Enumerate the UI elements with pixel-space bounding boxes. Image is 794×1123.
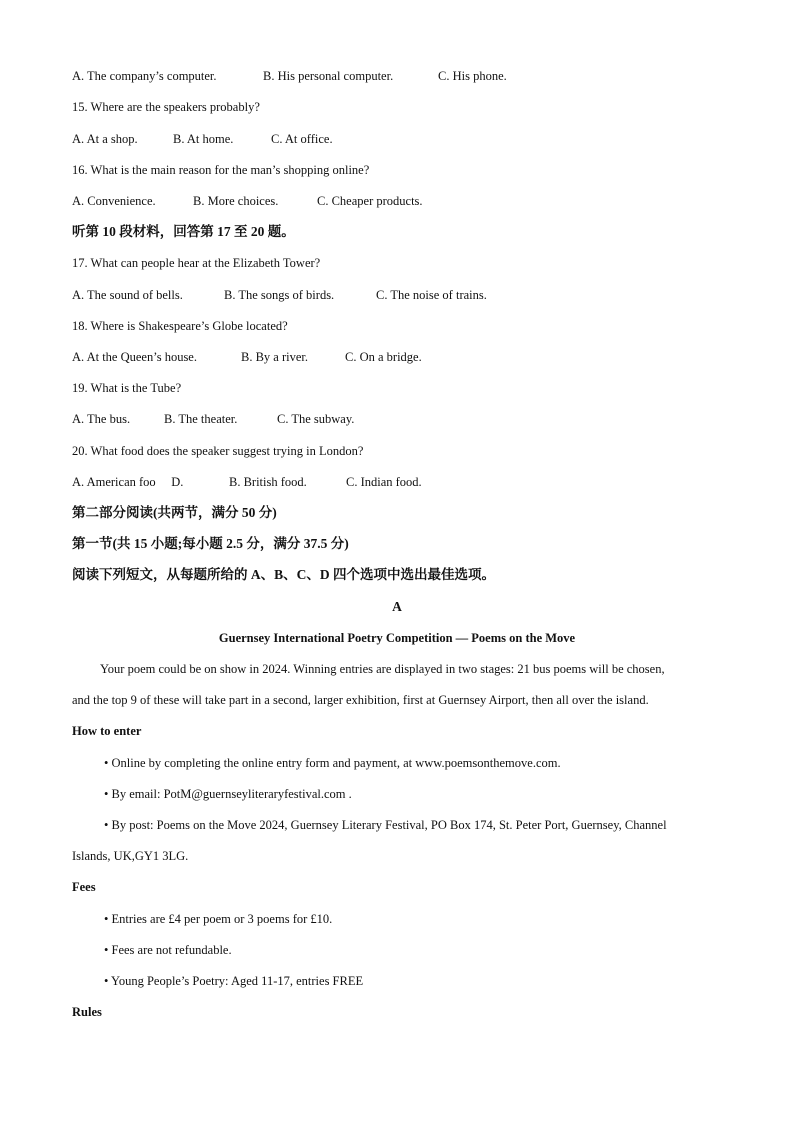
q16-option-c: C. Cheaper products. [317,194,423,208]
fees-item-refund: • Fees are not refundable. [104,943,232,957]
q15-options [72,131,333,147]
q19-option-b: B. The theater. [164,412,238,426]
q15-option-b: B. At home. [173,132,234,146]
q17-option-a: A. The sound of bells. [72,288,183,302]
section1-heading: 第一节(共 15 小题;每小题 2.5 分，满分 37.5 分) [72,536,349,551]
q18-option-c: C. On a bridge. [345,350,422,364]
passage-title: Guernsey International Poetry Competition — Poems on the Move [218,631,576,645]
q17-options [72,287,487,303]
enter-item-post-continuation: Islands, UK,GY1 3LG. [72,849,189,863]
q20-option-a: A. American foo D. [72,475,184,489]
paragraph-1-line-1: Your poem could be on show in 2024. Winning entries are displayed in two stages: 21 bus poems will be chosen, [100,662,665,676]
q16-option-b: B. More choices. [193,194,279,208]
q17-option-b: B. The songs of birds. [224,288,335,302]
paragraph-1-line-2: and the top 9 of these will take part in a second, larger exhibition, first at Guernsey Airport, then all over the island. [72,693,649,707]
part2-heading: 第二部分阅读(共两节，满分 50 分) [72,505,277,520]
rules-heading: Rules [72,1005,102,1019]
q15-stem: 15. Where are the speakers probably? [72,100,260,114]
q14-option-a: A. The company’s computer. [72,69,217,83]
q20-options [72,474,422,490]
q18-option-a: A. At the Queen’s house. [72,350,197,364]
q14-option-c: C. His phone. [438,69,507,83]
q19-option-c: C. The subway. [277,412,355,426]
enter-item-post: • By post: Poems on the Move 2024, Guernsey Literary Festival, PO Box 174, St. Peter Port, Guernsey, Channel [104,818,667,832]
q14-options [72,68,507,84]
enter-item-email: • By email: PotM@guernseyliteraryfestival.com . [104,787,352,801]
reading-instructions: 阅读下列短文，从每题所给的 A、B、C、D 四个选项中选出最佳选项。 [72,567,496,582]
q18-option-b: B. By a river. [241,350,309,364]
q20-option-b: B. British food. [229,475,307,489]
q17-stem: 17. What can people hear at the Elizabeth Tower? [72,256,321,270]
fees-heading: Fees [72,880,96,894]
q15-option-c: C. At office. [271,132,333,146]
q16-option-a: A. Convenience. [72,194,156,208]
q18-stem: 18. Where is Shakespeare’s Globe located? [72,319,288,333]
section10-heading: 听第 10 段材料，回答第 17 至 20 题。 [72,224,295,239]
q15-option-a: A. At a shop. [72,132,138,146]
passage-letter: A [392,599,402,614]
q16-options [72,193,423,209]
fees-item-young-people: • Young People’s Poetry: Aged 11-17, entries FREE [104,974,364,988]
q17-option-c: C. The noise of trains. [376,288,487,302]
q19-option-a: A. The bus. [72,412,131,426]
how-to-enter-heading: How to enter [72,724,142,738]
fees-item-price: • Entries are £4 per poem or 3 poems for £10. [104,912,333,926]
q20-stem: 20. What food does the speaker suggest trying in London? [72,444,364,458]
q14-option-b: B. His personal computer. [263,69,394,83]
q19-options [72,411,354,427]
enter-item-online: • Online by completing the online entry form and payment, at www.poemsonthemove.com. [104,756,561,770]
q19-stem: 19. What is the Tube? [72,381,182,395]
q20-option-c: C. Indian food. [346,475,422,489]
q18-options [72,349,422,365]
q16-stem: 16. What is the main reason for the man’s shopping online? [72,163,370,177]
